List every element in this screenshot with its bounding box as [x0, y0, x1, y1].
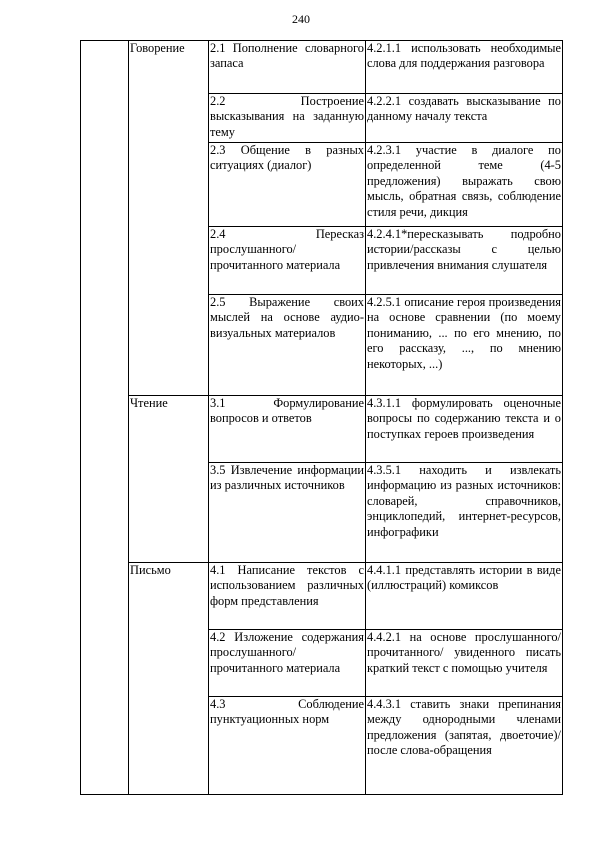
blank-column-cell — [81, 41, 129, 795]
topic-cell — [209, 143, 366, 227]
objective-cell — [366, 463, 563, 563]
section-name-cell — [129, 41, 209, 396]
curriculum-table — [80, 40, 563, 795]
objective-text: 4.2.5.1 описание героя произведения на основе сравнении (по моему пониманию, ... по его мнению, по его рассказу, ..., по мнению некоторых, ...) — [367, 295, 561, 371]
topic-text: 3.1 Формулирование вопросов и ответов — [210, 396, 364, 426]
objective-text: 4.4.3.1 ставить знаки препинания между однородными членами предложения (запятая, двоеточие)/ после слова-обращения — [367, 697, 561, 758]
objective-text: 4.4.2.1 на основе прослушанного/ прочитанного/ увиденного писать краткий текст с помощью учителя — [367, 630, 561, 675]
topic-text: 3.5 Извлечение информации из различных источников — [210, 463, 364, 493]
table-row — [81, 396, 563, 463]
objective-text: 4.2.1.1 использовать необходимые слова для поддержания разговора — [367, 41, 561, 71]
topic-text: 4.1 Написание текстов с использованием различных форм представления — [210, 563, 364, 608]
topic-cell — [209, 227, 366, 295]
objective-cell — [366, 396, 563, 463]
objective-cell — [366, 227, 563, 295]
topic-cell — [209, 630, 366, 697]
objective-text: 4.4.1.1 представлять истории в виде (иллюстраций) комиксов — [367, 563, 561, 593]
topic-cell — [209, 396, 366, 463]
table-row — [81, 563, 563, 630]
page-number: 240 — [292, 12, 310, 26]
section-name-cell — [129, 563, 209, 795]
objective-cell — [366, 94, 563, 143]
objective-cell — [366, 630, 563, 697]
objective-text: 4.2.4.1*пересказывать подробно истории/рассказы с целью привлечения внимания слушателя — [367, 227, 561, 272]
section-name: Чтение — [130, 396, 168, 410]
topic-cell — [209, 463, 366, 563]
objective-cell — [366, 563, 563, 630]
topic-cell — [209, 41, 366, 94]
topic-cell — [209, 563, 366, 630]
topic-text: 2.5 Выражение своих мыслей на основе аудио-визуальных материалов — [210, 295, 364, 340]
section-name-cell — [129, 396, 209, 563]
objective-cell — [366, 41, 563, 94]
topic-text: 4.3 Соблюдение пунктуационных норм — [210, 697, 364, 727]
section-name: Говорение — [130, 41, 185, 55]
table-row — [81, 41, 563, 94]
topic-text: 4.2 Изложение содержания прослушанного/прочитанного материала — [210, 630, 364, 675]
objective-text: 4.3.5.1 находить и извлекать информацию из разных источников: словарей, справочников, энциклопедий, интернет-ресурсов, инфографики — [367, 463, 561, 539]
topic-cell — [209, 697, 366, 795]
objective-text: 4.3.1.1 формулировать оценочные вопросы по содержанию текста и о поступках героев произведения — [367, 396, 561, 441]
objective-text: 4.2.2.1 создавать высказывание по данному началу текста — [367, 94, 561, 124]
topic-cell — [209, 295, 366, 396]
objective-cell — [366, 697, 563, 795]
topic-text: 2.2 Построение высказывания на заданную тему — [210, 94, 364, 139]
topic-text: 2.3 Общение в разных ситуациях (диалог) — [210, 143, 364, 173]
topic-text: 2.1 Пополнение словарного запаса — [210, 41, 364, 71]
objective-text: 4.2.3.1 участие в диалоге по определенной теме (4-5 предложения) выражать свою мысль, обратная связь, соблюдение стиля речи, дикция — [367, 143, 561, 219]
objective-cell — [366, 295, 563, 396]
section-name: Письмо — [130, 563, 171, 577]
topic-text: 2.4 Пересказ прослушанного/прочитанного материала — [210, 227, 364, 272]
objective-cell — [366, 143, 563, 227]
topic-cell — [209, 94, 366, 143]
